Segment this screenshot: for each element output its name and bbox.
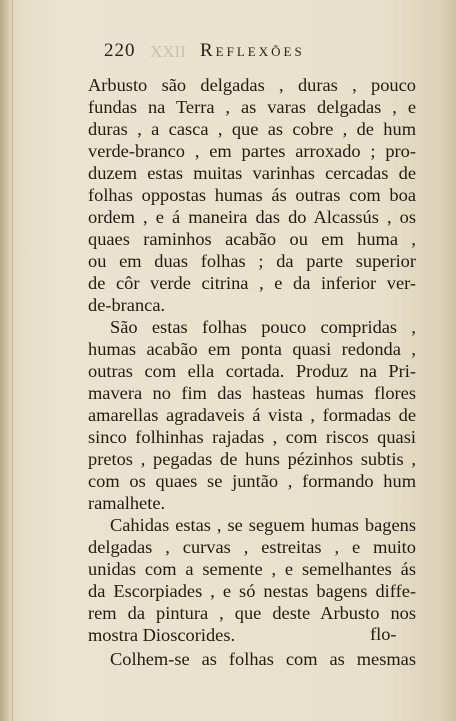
show-through-text: XXII	[150, 42, 186, 61]
text-line: de côr verde citrina , e da inferior ver-	[88, 273, 416, 293]
text-line: duras , a casca , que as cobre , de hum	[88, 119, 416, 139]
text-line: verde-branco , em partes arroxado ; pro-	[88, 141, 416, 161]
text-line: ramalhete.	[88, 493, 166, 513]
catchword: flo-	[370, 624, 397, 644]
running-title: Reflexões	[200, 40, 305, 61]
text-line: Colhem-se as folhas com as mesmas	[110, 649, 416, 669]
text-line: de-branca.	[88, 295, 166, 315]
spine-shadow	[0, 0, 10, 721]
page-header	[104, 40, 364, 66]
page-number: 220	[104, 40, 136, 61]
text-line: com os quaes se juntão , formando hum	[88, 471, 416, 491]
text-line: mavera no fim das hasteas humas flores	[88, 383, 416, 403]
text-line: delgadas , curvas , estreitas , e muito	[88, 537, 416, 557]
text-line: sinco folhinhas rajadas , com riscos quasi	[88, 427, 416, 447]
text-line: fundas na Terra , as varas delgadas , e	[88, 97, 416, 117]
text-line: duzem estas muitas varinhas cercadas de	[88, 163, 416, 183]
text-line: quaes raminhos acabão ou em huma ,	[88, 229, 416, 249]
text-line: pretos , pegadas de huns pézinhos subtis ,	[88, 449, 416, 469]
text-line: Cahidas estas , se seguem humas bagens	[110, 515, 416, 535]
text-line: rem da pintura , que deste Arbusto nos	[88, 603, 416, 623]
text-line: outras com ella cortada. Produz na Pri-	[88, 361, 416, 381]
text-line: folhas oppostas humas ás outras com boa	[88, 185, 416, 205]
text-line: mostra Dioscorides.	[88, 625, 236, 645]
text-line: ou em duas folhas ; da parte superior	[88, 251, 416, 271]
text-line: amarellas agradaveis á vista , formadas de	[88, 405, 416, 425]
text-line: unidas com a semente , e semelhantes ás	[88, 559, 416, 579]
page-fold-line	[12, 0, 13, 721]
text-line: Arbusto são delgadas , duras , pouco	[88, 75, 416, 95]
text-line: São estas folhas pouco compridas ,	[110, 317, 416, 337]
text-line: humas acabão em ponta quasi redonda ,	[88, 339, 416, 359]
text-line: da Escorpiades , e só nestas bagens diffe-	[88, 581, 416, 601]
text-line: ordem , e á maneira das do Alcassús , os	[88, 207, 416, 227]
